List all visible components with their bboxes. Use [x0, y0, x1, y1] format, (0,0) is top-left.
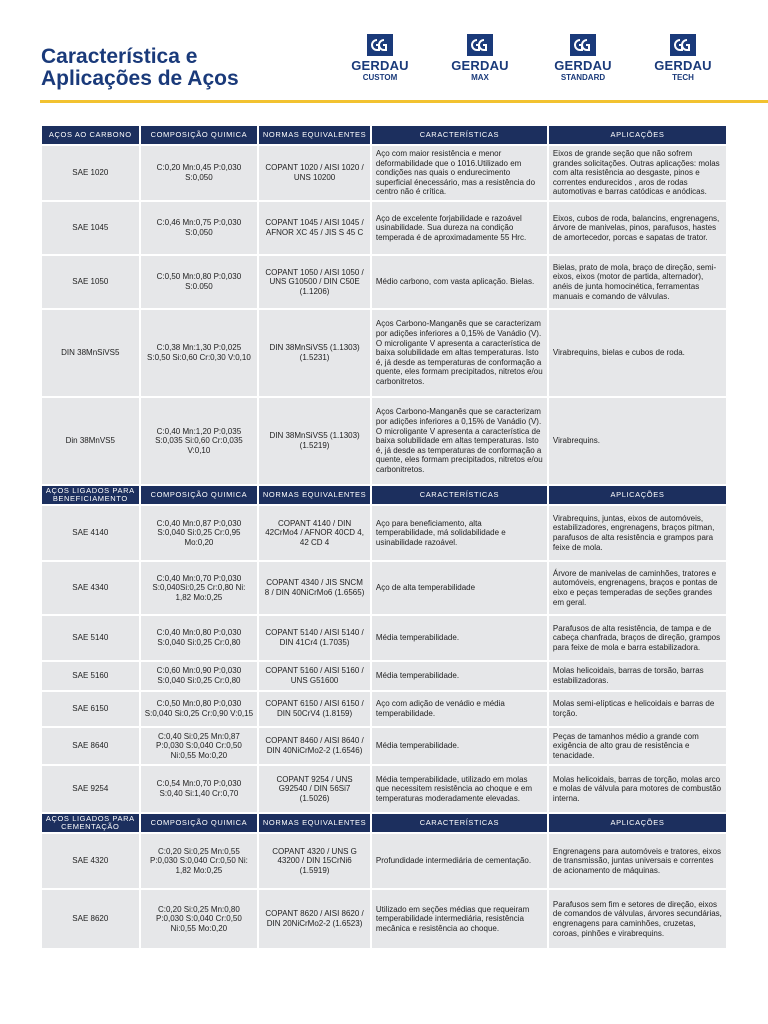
steel-grade: SAE 1020 — [42, 146, 139, 200]
steel-grade: SAE 5140 — [42, 616, 139, 660]
equivalent-standards: COPANT 6150 / AISI 6150 / DIN 50CrV4 (1.8159) — [259, 692, 370, 726]
applications: Bielas, prato de mola, braço de direção, semi-eixos, eixos (motor de partida, alternador), anéis de junta homocinética, ferramentas manuais e comando de válvulas. — [549, 256, 726, 308]
applications: Árvore de manivelas de caminhões, tratores e automóveis, engrenagens, braços e pontas de eixo e peças temperadas de seções grandes em geral. — [549, 562, 726, 614]
gerdau-logo-icon — [670, 34, 696, 56]
gerdau-logo-icon — [367, 34, 393, 56]
steel-grade: SAE 4320 — [42, 834, 139, 888]
applications: Molas helicoidais, barras de torção, molas arco e molas de válvula para motores de combustão interna. — [549, 766, 726, 812]
steel-table — [40, 124, 728, 950]
chemical-composition: C:0,60 Mn:0,90 P:0,030 S:0,040 Si:0,25 Cr:0,80 — [141, 662, 258, 690]
brand-name: GERDAU — [554, 58, 612, 73]
column-header: NORMAS EQUIVALENTES — [259, 486, 370, 504]
applications: Molas helicoidais, barras de torsão, barras estabilizadoras. — [549, 662, 726, 690]
gerdau-logo-icon — [467, 34, 493, 56]
equivalent-standards: COPANT 4320 / UNS G 43200 / DIN 15CrNi6 (1.5919) — [259, 834, 370, 888]
chemical-composition: C:0,40 Mn:0,87 P:0,030 S:0,040 Si:0,25 Cr:0,95 Mo:0,20 — [141, 506, 258, 560]
characteristics: Aço de excelente forjabilidade e razoável usinabilidade. Sua dureza na condição temperada é de aproximadamente 55 Hrc. — [372, 202, 547, 254]
applications: Eixos de grande seção que não sofrem grandes solicitações. Outras aplicações: molas com alta resistência ao desgaste, pinos e correntes endurecidos , aros de rodas automotivas e barras catódicas e anódicas. — [549, 146, 726, 200]
table-row — [42, 202, 726, 254]
brand-gerdau-max — [440, 34, 520, 83]
applications: Parafusos de alta resistência, de tampa e de cabeça chanfrada, braços de direção, grampos para feixe de mola e barra estabilizadora. — [549, 616, 726, 660]
steel-grade: SAE 1045 — [42, 202, 139, 254]
chemical-composition: C:0,40 Si:0,25 Mn:0,87 P:0,030 S:0,040 Cr:0,50 Ni:0,55 Mo:0,20 — [141, 728, 258, 764]
applications: Virabrequins, bielas e cubos de roda. — [549, 310, 726, 396]
column-header: CARACTERÍSTICAS — [372, 486, 547, 504]
steel-grade: SAE 9254 — [42, 766, 139, 812]
table-row — [42, 398, 726, 484]
brand-gerdau-custom — [340, 34, 420, 83]
brand-name: GERDAU — [654, 58, 712, 73]
section-header — [42, 486, 726, 504]
characteristics: Média temperabilidade, utilizado em molas que necessitem resistência ao choque e em temperaturas moderadamente elevadas. — [372, 766, 547, 812]
applications: Engrenagens para automóveis e tratores, eixos de transmissão, juntas universais e correntes de acionamento de máquinas. — [549, 834, 726, 888]
column-header: NORMAS EQUIVALENTES — [259, 126, 370, 144]
equivalent-standards: COPANT 8620 / AISI 8620 / DIN 20NiCrMo2-2 (1.6523) — [259, 890, 370, 948]
brand-sub: STANDARD — [560, 73, 606, 82]
table-row — [42, 766, 726, 812]
gerdau-logo-icon — [570, 34, 596, 56]
characteristics: Utilizado em seções médias que requeiram temperabilidade intermediária, resistência mecânica e resistência ao choque. — [372, 890, 547, 948]
column-header: COMPOSIÇÃO QUIMICA — [141, 126, 258, 144]
characteristics: Aço para beneficiamento, alta temperabilidade, má solidabilidade e usinabilidade razoável. — [372, 506, 547, 560]
table-row — [42, 256, 726, 308]
brand-gerdau-tech — [643, 34, 723, 83]
equivalent-standards: COPANT 1020 / AISI 1020 / UNS 10200 — [259, 146, 370, 200]
column-header: APLICAÇÕES — [549, 126, 726, 144]
steel-grade: SAE 4340 — [42, 562, 139, 614]
characteristics: Aço com maior resistência e menor deformabilidade que o 1016.Utilizado em condições nas quais o endurecimento superficial énecessário, mas a resistência do centro não é crítica. — [372, 146, 547, 200]
equivalent-standards: COPANT 5160 / AISI 5160 / UNS G51600 — [259, 662, 370, 690]
column-header: APLICAÇÕES — [549, 814, 726, 832]
steel-grade: SAE 5160 — [42, 662, 139, 690]
table-row — [42, 728, 726, 764]
chemical-composition: C:0,20 Mn:0,45 P:0,030 S:0,050 — [141, 146, 258, 200]
chemical-composition: C:0,40 Mn:1,20 P:0,035 S:0,035 Si:0,60 Cr:0,035 V:0,10 — [141, 398, 258, 484]
section-title: AÇOS LIGADOS PARA CEMENTAÇÃO — [42, 814, 139, 832]
section-header — [42, 814, 726, 832]
table-row — [42, 562, 726, 614]
table-row — [42, 890, 726, 948]
characteristics: Aço de alta temperabilidade — [372, 562, 547, 614]
chemical-composition: C:0,20 Si:0,25 Mn:0,55 P:0,030 S:0,040 Cr:0,50 Ni: 1,82 Mo:0,25 — [141, 834, 258, 888]
characteristics: Média temperabilidade. — [372, 662, 547, 690]
table-row — [42, 506, 726, 560]
column-header: APLICAÇÕES — [549, 486, 726, 504]
equivalent-standards: DIN 38MnSiVS5 (1.1303) (1.5231) — [259, 310, 370, 396]
steel-grade: SAE 4140 — [42, 506, 139, 560]
chemical-composition: C:0,38 Mn:1,30 P:0,025 S:0,50 Si:0,60 Cr:0,30 V:0,10 — [141, 310, 258, 396]
characteristics: Média temperabilidade. — [372, 616, 547, 660]
equivalent-standards: COPANT 4140 / DIN 42CrMo4 / AFNOR 40CD 4, 42 CD 4 — [259, 506, 370, 560]
equivalent-standards: COPANT 8460 / AISI 8640 / DIN 40NiCrMo2-2 (1.6546) — [259, 728, 370, 764]
brand-name: GERDAU — [451, 58, 509, 73]
equivalent-standards: COPANT 5140 / AISI 5140 / DIN 41Cr4 (1.7035) — [259, 616, 370, 660]
applications: Eixos, cubos de roda, balancins, engrenagens, árvore de manivelas, pinos, parafusos, hastes de amortecedor, porcas e sapatas de trator. — [549, 202, 726, 254]
steel-grade: Din 38MnVS5 — [42, 398, 139, 484]
characteristics: Média temperabilidade. — [372, 728, 547, 764]
column-header: COMPOSIÇÃO QUIMICA — [141, 814, 258, 832]
steel-table-body — [42, 126, 726, 948]
applications: Molas semi-elípticas e helicoidais e barras de torção. — [549, 692, 726, 726]
chemical-composition: C:0,40 Mn:0,80 P:0,030 S:0,040 Si:0,25 Cr:0,80 — [141, 616, 258, 660]
brand-name: GERDAU — [351, 58, 409, 73]
column-header: CARACTERÍSTICAS — [372, 814, 547, 832]
applications: Virabrequins. — [549, 398, 726, 484]
chemical-composition: C:0,40 Mn:0,70 P:0,030 S:0,040Si:0,25 Cr:0,80 Ni: 1,82 Mo:0,25 — [141, 562, 258, 614]
gold-divider — [40, 100, 768, 103]
applications: Peças de tamanhos médio a grande com exigência de alto grau de resistência e tenacidade. — [549, 728, 726, 764]
page-title-line1: Característica e — [41, 45, 198, 68]
table-row — [42, 834, 726, 888]
chemical-composition: C:0,50 Mn:0,80 P:0,030 S:0,040 Si:0,25 Cr:0,90 V:0,15 — [141, 692, 258, 726]
characteristics: Aços Carbono-Manganês que se caracterizam por adições inferiores a 0,15% de Vanádio (V). O microligante V apresenta a característica de baixa solubilidade em altas temperaturas. Isto é, já desde as temperaturas de conformação a quente, eles formam precipitados, nitretos e/ou carbonitretos. — [372, 398, 547, 484]
steel-grade: SAE 8640 — [42, 728, 139, 764]
chemical-composition: C:0,50 Mn:0,80 P:0,030 S:0.050 — [141, 256, 258, 308]
brand-sub: CUSTOM — [362, 73, 398, 82]
characteristics: Médio carbono, com vasta aplicação. Bielas. — [372, 256, 547, 308]
table-row — [42, 616, 726, 660]
equivalent-standards: DIN 38MnSiVS5 (1.1303) (1.5219) — [259, 398, 370, 484]
column-header: COMPOSIÇÃO QUIMICA — [141, 486, 258, 504]
table-row — [42, 146, 726, 200]
section-header — [42, 126, 726, 144]
page-title-line2: Aplicações de Aços — [41, 67, 239, 90]
chemical-composition: C:0,20 Si:0,25 Mn:0,80 P:0,030 S:0,040 Cr:0,50 Ni:0,55 Mo:0,20 — [141, 890, 258, 948]
applications: Parafusos sem fim e setores de direção, eixos de comandos de válvulas, árvores secundárias, engrenagens para caminhões, cruzetas, coroas, pinhões e virabrequins. — [549, 890, 726, 948]
steel-grade: SAE 8620 — [42, 890, 139, 948]
page-title — [41, 46, 239, 90]
steel-grade: SAE 1050 — [42, 256, 139, 308]
chemical-composition: C:0,54 Mn:0,70 P:0,030 S:0,40 Si:1,40 Cr:0,70 — [141, 766, 258, 812]
chemical-composition: C:0,46 Mn:0,75 P:0,030 S:0,050 — [141, 202, 258, 254]
section-title: AÇOS AO CARBONO — [42, 126, 139, 144]
brand-sub: MAX — [471, 73, 489, 82]
characteristics: Profundidade intermediária de cementação. — [372, 834, 547, 888]
equivalent-standards: COPANT 9254 / UNS G92540 / DIN 56Si7 (1.5026) — [259, 766, 370, 812]
steel-grade: SAE 6150 — [42, 692, 139, 726]
characteristics: Aço com adição de venádio e média temperabilidade. — [372, 692, 547, 726]
brand-logos — [340, 34, 730, 90]
characteristics: Aços Carbono-Manganês que se caracterizam por adições inferiores a 0,15% de Vanádio (V). O microligante V apresenta a característica de baixa solubilidade em altas temperaturas. Isto é, já desde as temperaturas de conformação a quente, eles formam precipitados, nitretos e/ou carbonitretos. — [372, 310, 547, 396]
brand-sub: TECH — [672, 73, 694, 82]
equivalent-standards: COPANT 1045 / AISI 1045 / AFNOR XC 45 / JIS S 45 C — [259, 202, 370, 254]
table-row — [42, 692, 726, 726]
equivalent-standards: COPANT 4340 / JIS SNCM 8 / DIN 40NiCrMo6 (1.6565) — [259, 562, 370, 614]
table-row — [42, 310, 726, 396]
column-header: NORMAS EQUIVALENTES — [259, 814, 370, 832]
brand-gerdau-standard — [543, 34, 623, 83]
steel-grade: DIN 38MnSiVS5 — [42, 310, 139, 396]
equivalent-standards: COPANT 1050 / AISI 1050 / UNS G10500 / DIN C50E (1.1206) — [259, 256, 370, 308]
column-header: CARACTERÍSTICAS — [372, 126, 547, 144]
table-row — [42, 662, 726, 690]
applications: Virabrequins, juntas, eixos de automóveis, estabilizadores, engrenagens, braços pitman, parafusos de alta resistência e grampos para feixe de mola. — [549, 506, 726, 560]
section-title: AÇOS LIGADOS PARA BENEFICIAMENTO — [42, 486, 139, 504]
